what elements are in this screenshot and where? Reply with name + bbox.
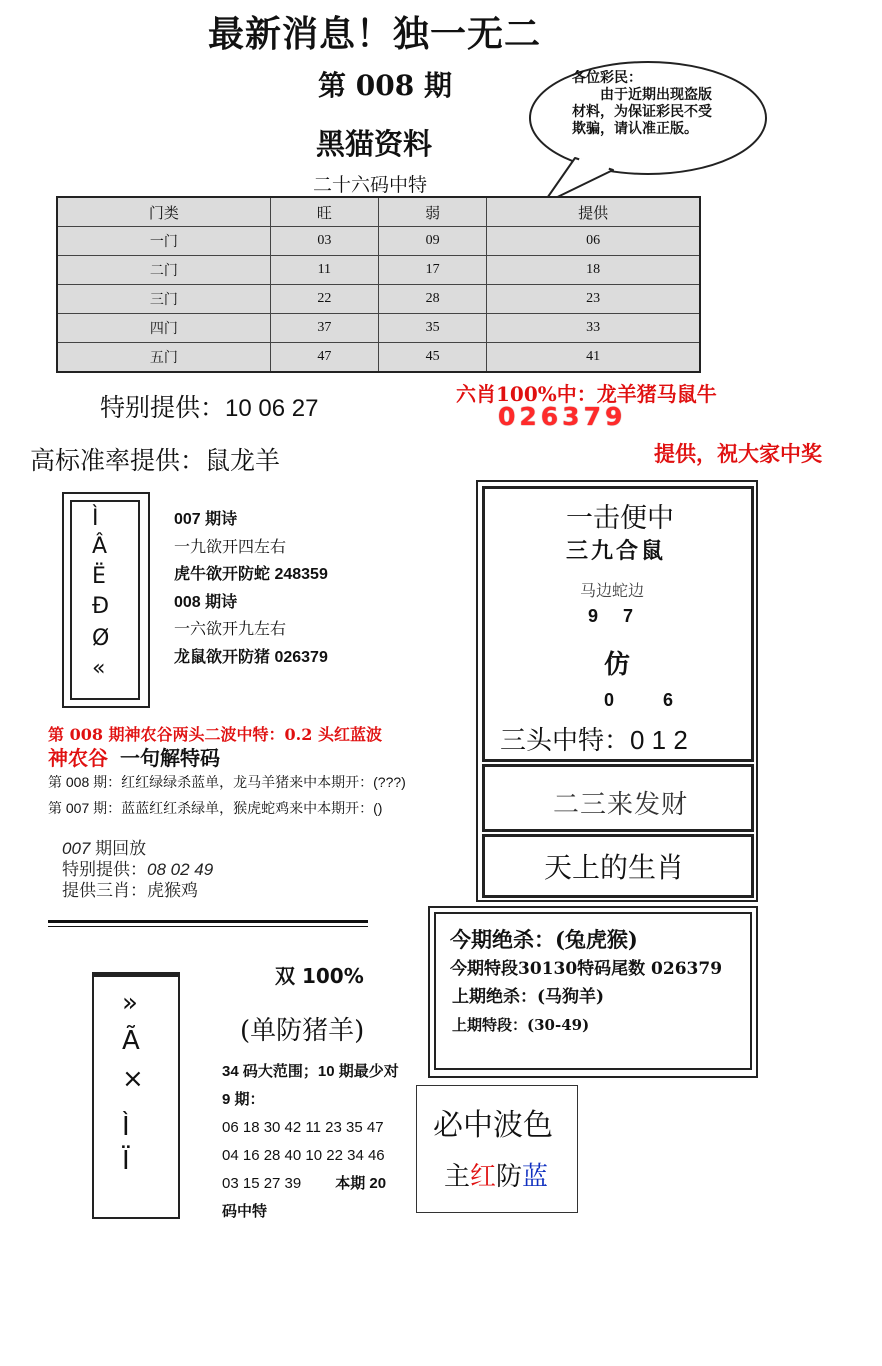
riddle-title: 一句解特码: [120, 746, 220, 770]
riddle-line: 第 008 期：红红绿绿杀蓝单，龙马羊猪来中本期开：(???): [48, 774, 406, 790]
vertical-glyph: Ø: [92, 626, 110, 651]
poem-lines: [174, 506, 328, 672]
special-numbers: 10 06 27: [225, 395, 319, 422]
poem-line: 虎牛欲开防蛇 248359: [174, 566, 328, 584]
table-row: [57, 285, 700, 314]
table-cell: 35: [378, 314, 486, 343]
riddle-line: 第 007 期：蓝蓝红红杀绿单，猴虎蛇鸡来中本期开：(): [48, 800, 383, 816]
tian-text: 天上的生肖: [544, 851, 685, 884]
kill-line: 上期特段：(30-49): [452, 1016, 590, 1034]
range-title: 34 码大范围；10 期最少对: [222, 1063, 399, 1080]
table-cell: 06: [487, 227, 700, 256]
six-zodiac-numbers: 026379: [498, 402, 627, 431]
table-cell: 45: [378, 343, 486, 373]
poem-line: 008 期诗: [174, 593, 238, 611]
special-provide: [100, 388, 318, 424]
table-cell: 23: [487, 285, 700, 314]
bubble-text: [572, 70, 724, 150]
vertical-glyph: Ì: [92, 506, 99, 531]
review-special-numbers: 08 02 49: [147, 860, 214, 879]
table-cell: 22: [270, 285, 378, 314]
shennonggu-line: 第 008 期神农谷两头二波中特：0.2 头红蓝波: [48, 725, 382, 744]
hit-side: 马边蛇边: [580, 583, 645, 600]
table-cell: 17: [378, 256, 486, 285]
table-cell: 09: [378, 227, 486, 256]
table-cell: 47: [270, 343, 378, 373]
table-header-cell: 门类: [57, 197, 270, 227]
vertical-glyph: «: [92, 656, 106, 681]
table-cell: 18: [487, 256, 700, 285]
review-special-label: 特别提供：: [62, 860, 147, 879]
kill-line: 上期绝杀：(马狗羊): [452, 987, 605, 1007]
hit-title: 一击便中: [566, 503, 674, 534]
vertical-glyph: Â: [92, 534, 108, 559]
poem-line: 007 期诗: [174, 511, 238, 528]
table-row: [57, 343, 700, 373]
wave-title: 必中波色: [433, 1108, 553, 1143]
review-three: 提供三肖：虎猴鸡: [62, 881, 198, 900]
six-zodiac-title: 六肖100%中：龙羊猪马鼠牛: [456, 382, 717, 406]
kill-line: 今期特段30130特码尾数 026379: [450, 959, 723, 979]
range-row-numbers: 03 15 27 39: [222, 1175, 302, 1192]
range-row-tail: 本期 20: [335, 1175, 387, 1192]
er-san-text: 二三来发财: [553, 790, 689, 820]
three-heads: 三头中特：0 1 2: [500, 725, 688, 755]
divider: [48, 920, 368, 923]
bubble-body: 由于近期出现盗版材料，为保证彩民不受欺骗，请认准正版。: [572, 87, 712, 137]
hit-numbers-top: 9 7: [588, 606, 634, 626]
range-block: [222, 1058, 399, 1226]
shennonggu-label: 神农谷: [48, 746, 108, 770]
bubble-greeting: 各位彩民：: [572, 70, 642, 86]
table-cell: 三门: [57, 285, 270, 314]
numbers-table: [56, 196, 701, 373]
range-row: [222, 1170, 399, 1198]
vertical-glyph: Ð: [92, 594, 110, 619]
review-block: [62, 838, 213, 901]
headline: 最新消息！独一无二: [208, 13, 542, 55]
wave-main-a: 主: [444, 1162, 471, 1192]
document-title: 黑猫资料: [316, 127, 433, 161]
six-zodiac-provide: 提供，祝大家中奖: [654, 441, 822, 466]
table-cell: 33: [487, 314, 700, 343]
table-row: [57, 227, 700, 256]
wave-main: [444, 1156, 548, 1193]
review-issue: 007: [62, 839, 91, 858]
hit-fang: 仿: [604, 650, 631, 680]
special-label: 特别提供：: [100, 394, 226, 422]
range-title-2: 9 期：: [222, 1091, 265, 1108]
wave-main-red: 红: [470, 1162, 497, 1192]
table-cell: 五门: [57, 343, 270, 373]
table-cell: 28: [378, 285, 486, 314]
range-row: 06 18 30 42 11 23 35 47: [222, 1119, 384, 1136]
hit-numbers-bottom: 0 6: [604, 690, 674, 710]
single-guard: (单防猪羊): [240, 1016, 365, 1046]
vertical-glyph: Ã: [122, 1026, 140, 1056]
table-cell: 11: [270, 256, 378, 285]
kill-line: 今期绝杀：(兔虎猴): [450, 927, 638, 952]
range-row: 码中特: [222, 1203, 268, 1220]
high-rate-provide: 高标准率提供：鼠龙羊: [30, 447, 281, 475]
issue-number: 第 008 期: [318, 69, 452, 102]
vertical-glyph: Ë: [92, 564, 106, 589]
table-caption: 二十六码中特: [313, 174, 428, 196]
table-row: [57, 256, 700, 285]
table-header-cell: 旺: [270, 197, 378, 227]
vertical-glyph: Ì: [122, 1112, 130, 1142]
poem-line: 龙鼠欲开防猪 026379: [174, 648, 328, 666]
table-header-row: [57, 197, 700, 227]
review-title-text: 期回放: [90, 839, 147, 858]
table-header-cell: 弱: [378, 197, 486, 227]
double-rate: 双 100%: [275, 964, 364, 988]
table-cell: 03: [270, 227, 378, 256]
wave-main-blue: 蓝: [522, 1162, 549, 1192]
table-header-cell: 提供: [487, 197, 700, 227]
table-cell: 一门: [57, 227, 270, 256]
divider: [48, 926, 368, 927]
poem-line: 一九欲开四左右: [174, 538, 287, 556]
table-row: [57, 314, 700, 343]
vertical-glyph: »: [122, 988, 138, 1018]
review-title: [62, 838, 213, 859]
table-cell: 37: [270, 314, 378, 343]
vertical-glyph: Ï: [122, 1146, 130, 1176]
table-cell: 41: [487, 343, 700, 373]
poem-line: 一六欲开九左右: [174, 621, 287, 639]
wave-main-c: 防: [496, 1162, 523, 1192]
hit-subtitle: 三九合鼠: [566, 538, 667, 564]
range-row: 04 16 28 40 10 22 34 46: [222, 1147, 385, 1164]
vertical-glyph: ×: [122, 1064, 144, 1094]
table-cell: 四门: [57, 314, 270, 343]
table-cell: 二门: [57, 256, 270, 285]
review-special: [62, 859, 213, 880]
